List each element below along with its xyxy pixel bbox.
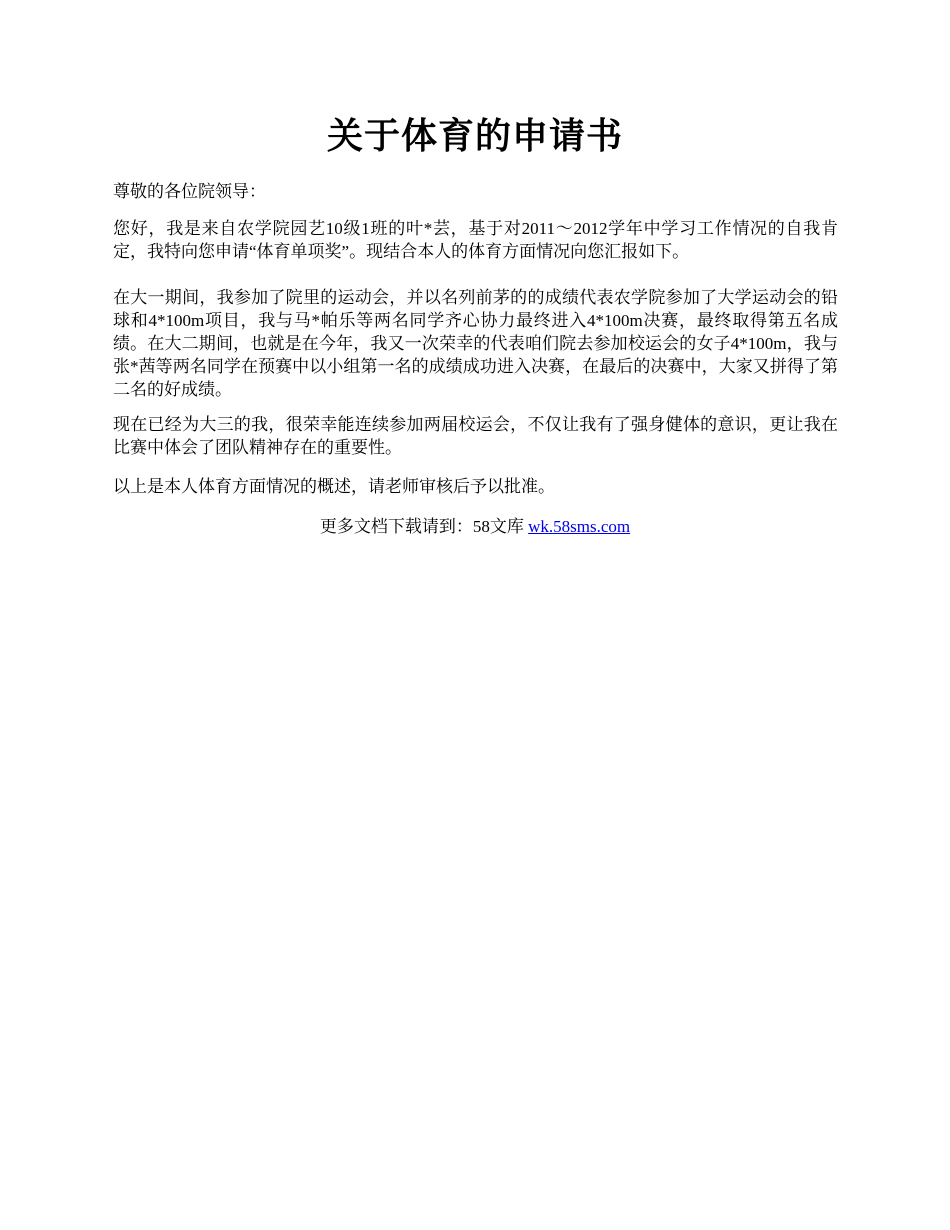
paragraph-competitions: 在大一期间，我参加了院里的运动会，并以名列前茅的的成绩代表农学院参加了大学运动会的铅球和4*100m项目，我与马*帕乐等两名同学齐心协力最终进入4*100m决赛，最终取得第五名成绩。在大二期间，也就是在今年，我又一次荣幸的代表咱们院去参加校运会的女子4*100m，我与张*茜等两名同学在预赛中以小组第一名的成绩成功进入决赛，在最后的决赛中，大家又拼得了第二名的好成绩。	[113, 288, 838, 399]
paragraph-intro: 您好，我是来自农学院园艺10级1班的叶*芸，基于对2011～2012学年中学习工作情况的自我肯定，我特向您申请“体育单项奖”。现结合本人的体育方面情况向您汇报如下。	[113, 219, 838, 261]
paragraph-closing: 以上是本人体育方面情况的概述，请老师审核后予以批准。	[113, 477, 555, 496]
download-footer	[0, 515, 950, 538]
footer-link[interactable]: wk.58sms.com	[528, 517, 631, 536]
document-title: 关于体育的申请书	[326, 116, 623, 156]
footer-text: 更多文档下载请到：58文库	[319, 517, 529, 536]
paragraph-reflection: 现在已经为大三的我，很荣幸能连续参加两届校运会，不仅让我有了强身健体的意识，更让我在比赛中体会了团队精神存在的重要性。	[113, 415, 838, 457]
salutation: 尊敬的各位院领导：	[113, 182, 266, 201]
